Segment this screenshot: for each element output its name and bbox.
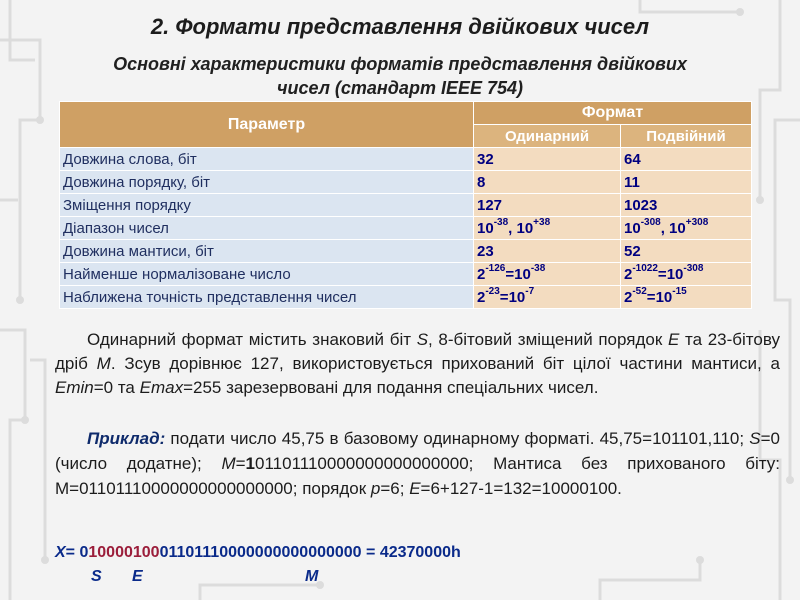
- row-single-min: $2^{-126}=10^{-38}$: [474, 263, 621, 286]
- row-single: 8: [474, 171, 621, 194]
- subtitle-line-2: чисел (стандарт IEEE 754): [276, 78, 523, 98]
- row-single: 127: [474, 194, 621, 217]
- row-param: Діапазон чисел: [60, 217, 474, 240]
- slide-title: 2. Формати представлення двійкових чисел: [150, 14, 650, 39]
- slide-subtitle: [40, 52, 760, 100]
- mantissa-bits: 01101110000000000000000: [159, 544, 362, 561]
- table-row: [60, 194, 752, 217]
- sign-bit: 0: [79, 544, 89, 561]
- ieee754-formats-table: [59, 101, 752, 309]
- row-single-precision: $2^{-23}=10^{-7}$: [474, 286, 621, 309]
- row-double: 11: [621, 171, 752, 194]
- row-double-precision: $2^{-52}=10^{-15}$: [621, 286, 752, 309]
- row-param: Найменше нормалізоване число: [60, 263, 474, 286]
- row-single-range: $10^{-38}$, $10^{+38}$: [474, 217, 621, 240]
- row-double-range: $10^{-308}$, $10^{+308}$: [621, 217, 752, 240]
- header-double: Подвійний: [621, 125, 752, 148]
- example-lead: Приклад:: [87, 429, 166, 448]
- header-format: Формат: [474, 102, 752, 125]
- row-double: 52: [621, 240, 752, 263]
- legend-sign-label: S: [91, 568, 102, 585]
- table-row: [60, 263, 752, 286]
- row-param: Довжина порядку, біт: [60, 171, 474, 194]
- header-parameter: Параметр: [60, 102, 474, 148]
- description-paragraph: Одинарний формат містить знаковий біт S, 8-бітовий зміщений порядок E та 23-бітову дріб M. Зсув дорівнює 127, використовується прихований біт цілої частини мантиси, а Emin=0 та Emax=255 зарезервовані для подання спеціальних чисел.: [55, 330, 780, 397]
- table-row: [60, 171, 752, 194]
- row-single: 23: [474, 240, 621, 263]
- row-single: 32: [474, 148, 621, 171]
- example-paragraph: Приклад: подати число 45,75 в базовому одинарному форматі. 45,75=101101,110; S=0 (число додатне); M=101101110000000000000000; Мантиса без прихованого біту: М=01101110000000000000000; порядок р=6; E=6+127-1=132=10000100.: [55, 429, 780, 498]
- subtitle-line-1: Основні характеристики форматів представлення двійкових: [113, 54, 687, 74]
- legend-exponent-label: E: [132, 568, 143, 585]
- row-param: Довжина мантиси, біт: [60, 240, 474, 263]
- exponent-bits: 10000100: [88, 544, 160, 561]
- row-double: 1023: [621, 194, 752, 217]
- encoded-number-line: X= 01000010001101110000000000000000 = 42370000h: [55, 544, 461, 561]
- row-param: Наближена точність представлення чисел: [60, 286, 474, 309]
- header-single: Одинарний: [474, 125, 621, 148]
- row-param: Довжина слова, біт: [60, 148, 474, 171]
- table-row: [60, 148, 752, 171]
- row-param: Зміщення порядку: [60, 194, 474, 217]
- table-row: [60, 217, 752, 240]
- table-row: [60, 286, 752, 309]
- row-double: 64: [621, 148, 752, 171]
- legend-mantissa-label: M: [305, 568, 319, 585]
- row-double-min: $2^{-1022}=10^{-308}$: [621, 263, 752, 286]
- table-row: [60, 240, 752, 263]
- hidden-bit: 1: [245, 454, 256, 473]
- hex-result: = 42370000h: [361, 544, 461, 561]
